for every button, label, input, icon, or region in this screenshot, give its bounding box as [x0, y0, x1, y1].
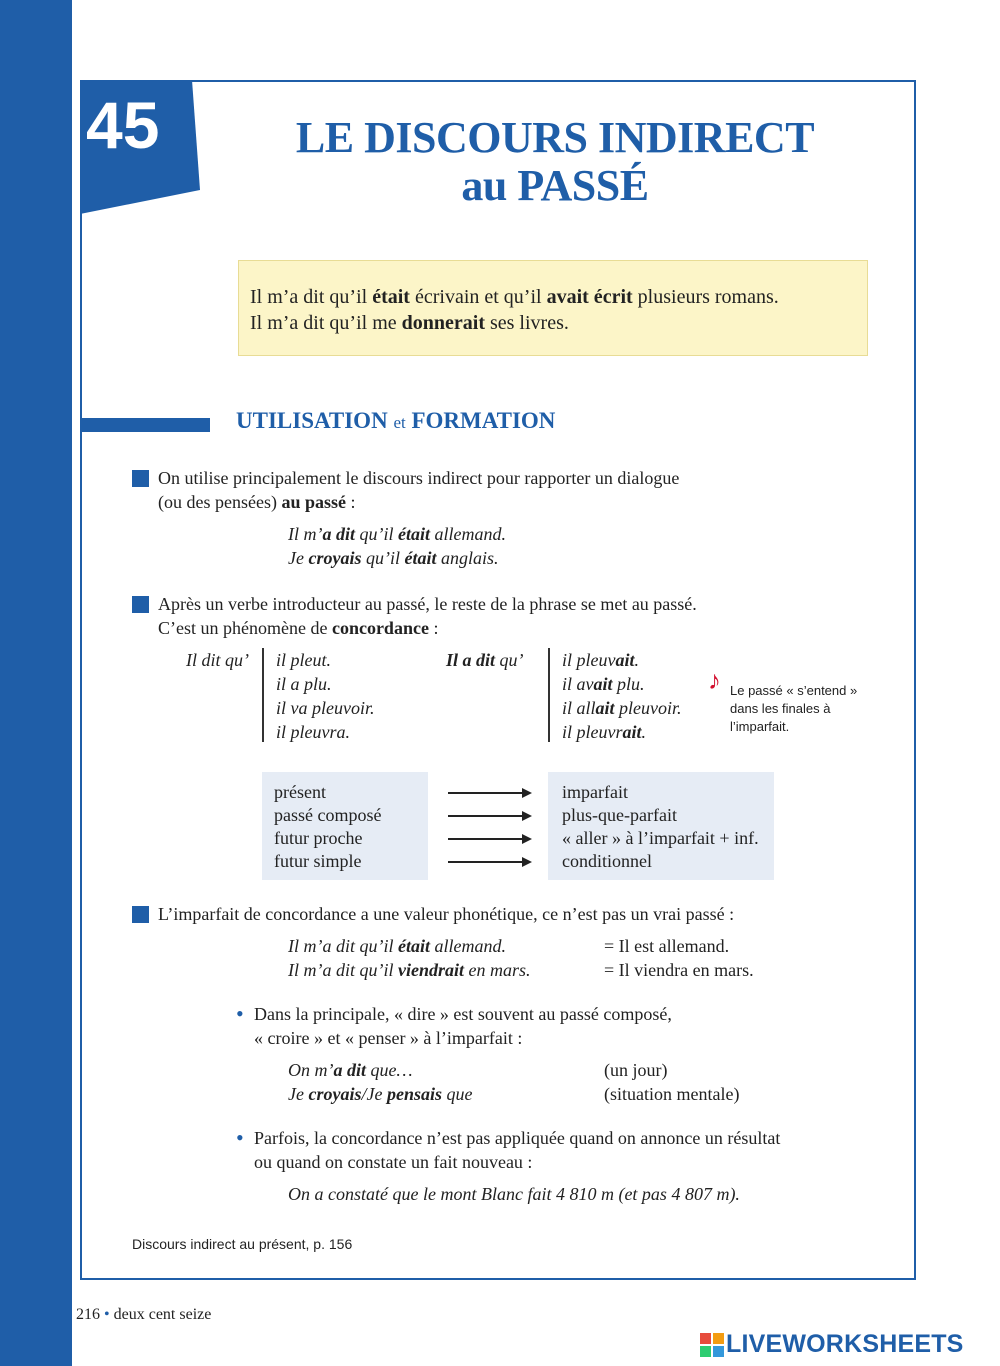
bullet1-example-2: Je croyais/Je pensais que [288, 1084, 473, 1104]
bullet-icon: • [236, 1001, 244, 1026]
bullet-icon: • [236, 1125, 244, 1150]
left-sidebar-band [0, 0, 72, 1366]
past-item: il avait plu. [562, 674, 645, 694]
example-line-2: Il m’a dit qu’il me donnerait ses livres. [250, 312, 569, 334]
tense-source: futur simple [274, 851, 362, 871]
arrow-right-icon [448, 792, 530, 794]
brand-square [700, 1333, 711, 1344]
bullet1-example-1: On m’a dit que… [288, 1060, 413, 1080]
page-footer: 216 • deux cent seize [76, 1306, 212, 1323]
rule3-line1: L’imparfait de concordance a une valeur phonétique, ce n’est pas un vrai passé : [158, 904, 735, 924]
present-item: il pleuvra. [276, 722, 350, 742]
rule1-line1: On utilise principalement le discours indirect pour rapporter un dialogue [158, 468, 680, 488]
past-item: il pleuvrait. [562, 722, 647, 742]
page-title [210, 114, 900, 210]
bullet1-line2: « croire » et « penser » à l’imparfait : [254, 1028, 523, 1048]
brand-icon [700, 1333, 724, 1357]
bullet2-example: On a constaté que le mont Blanc fait 4 810 m (et pas 4 807 m). [288, 1184, 740, 1204]
rule2-line1: Après un verbe introducteur au passé, le reste de la phrase se met au passé. [158, 594, 697, 614]
rule-square-icon [132, 470, 149, 487]
present-item: il pleut. [276, 650, 331, 670]
rule-square-icon [132, 596, 149, 613]
title-line-2: au PASSÉ [461, 161, 649, 210]
brand-square [700, 1346, 711, 1357]
section-title: UTILISATION et FORMATION [236, 408, 556, 433]
tense-source: présent [274, 782, 326, 802]
tense-target: plus-que-parfait [562, 805, 677, 825]
cross-reference: Discours indirect au présent, p. 156 [132, 1236, 353, 1252]
tense-source: futur proche [274, 828, 363, 848]
past-intro: Il a dit qu’ [446, 650, 524, 670]
rule1-line2: (ou des pensées) au passé : [158, 492, 356, 512]
rule3-equivalent-1: = Il est allemand. [604, 936, 730, 956]
past-item: il allait pleuvoir. [562, 698, 682, 718]
rule3-example-1: Il m’a dit qu’il était allemand. [288, 936, 506, 956]
music-note-icon: ♪ [708, 666, 721, 695]
page-number-words: deux cent seize [113, 1306, 212, 1323]
tense-target: conditionnel [562, 851, 652, 871]
present-item: il va pleuvoir. [276, 698, 375, 718]
brand-square [713, 1333, 724, 1344]
example-line-1: Il m’a dit qu’il était écrivain et qu’il avait écrit plusieurs romans. [250, 286, 779, 308]
past-item: il pleuvait. [562, 650, 639, 670]
arrow-right-icon [448, 815, 530, 817]
arrow-right-icon [448, 838, 530, 840]
rule-square-icon [132, 906, 149, 923]
page-number: 216 [76, 1306, 100, 1323]
brand-square [713, 1346, 724, 1357]
rule1-example-1: Il m’a dit qu’il était allemand. [288, 524, 507, 544]
tense-target: imparfait [562, 782, 628, 802]
tense-target: « aller » à l’imparfait + inf. [562, 828, 759, 848]
bullet1-note-1: (un jour) [604, 1060, 668, 1080]
bullet1-line1: Dans la principale, « dire » est souvent au passé composé, [254, 1004, 672, 1024]
liveworksheets-logo [700, 1330, 996, 1360]
bullet2-line2: ou quand on constate un fait nouveau : [254, 1152, 533, 1172]
lesson-number: 45 [86, 88, 160, 162]
tense-source: passé composé [274, 805, 382, 825]
divider-left [262, 648, 264, 742]
bullet1-note-2: (situation mentale) [604, 1084, 740, 1104]
rule2-line2: C’est un phénomène de concordance : [158, 618, 439, 638]
phonetic-note: Le passé « s’entend » dans les finales à l’imparfait. [730, 683, 858, 734]
rule1-example-2: Je croyais qu’il était anglais. [288, 548, 499, 568]
present-intro: Il dit qu’ [186, 650, 249, 670]
divider-right [548, 648, 550, 742]
bullet2-line1: Parfois, la concordance n’est pas appliquée quand on annonce un résultat [254, 1128, 781, 1148]
brand-text: LIVEWORKSHEETS [726, 1330, 964, 1358]
arrow-right-icon [448, 861, 530, 863]
section-bar [80, 418, 210, 432]
rule3-example-2: Il m’a dit qu’il viendrait en mars. [288, 960, 531, 980]
present-item: il a plu. [276, 674, 332, 694]
title-line-1: LE DISCOURS INDIRECT [295, 113, 815, 162]
rule3-equivalent-2: = Il viendra en mars. [604, 960, 754, 980]
